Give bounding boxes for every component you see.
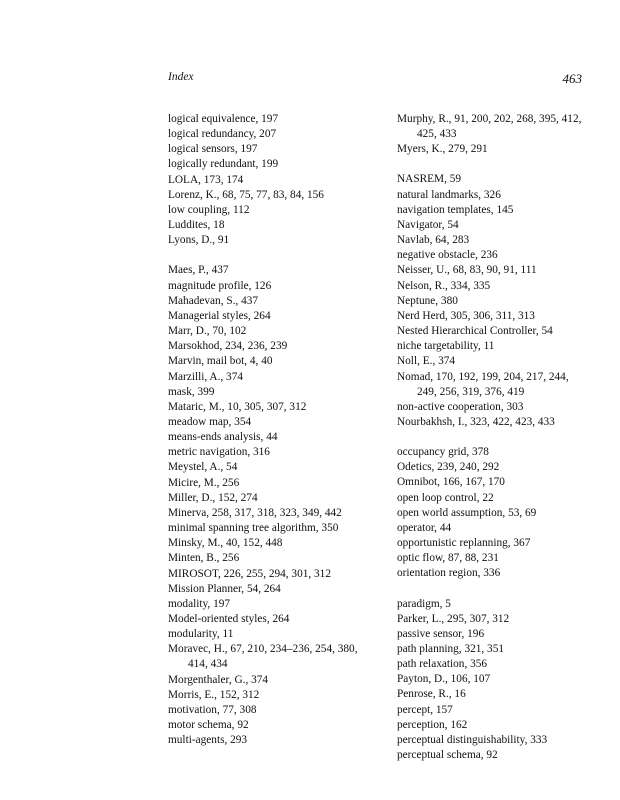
index-entry-continuation: 249, 256, 319, 376, 419 [417,385,525,398]
index-entry [168,612,380,627]
index-entry-text: open world assumption, 53, 69 [397,506,537,519]
index-entry [397,354,583,369]
index-column-left [168,112,380,748]
index-entry-text: Neptune, 380 [397,294,458,307]
index-entry [168,294,380,309]
index-entry-text: logically redundant, 199 [168,158,279,171]
index-entry [168,233,380,248]
running-head [168,71,582,87]
index-entry-text: perception, 162 [397,718,468,731]
index-entry-text: metric navigation, 316 [168,446,270,459]
index-entry [168,551,380,566]
index-entry-text: LOLA, 173, 174 [168,173,244,186]
index-entry [168,703,380,718]
index-entry-text: operator, 44 [397,521,452,534]
index-entry [397,263,583,278]
index-entry-text: Morris, E., 152, 312 [168,688,260,701]
index-entry-text: Navlab, 64, 283 [397,234,470,247]
letter-group-gap [397,582,583,597]
index-entry [397,248,583,263]
index-entry [397,642,583,657]
index-entry-text: Miller, D., 152, 274 [168,491,258,504]
index-entry [168,688,380,703]
index-entry [397,536,583,551]
index-column-right [397,112,583,763]
index-entry [168,430,380,445]
index-entry-text: low coupling, 112 [168,203,250,216]
index-entry [397,748,583,763]
index-entry [168,263,380,278]
index-entry [168,476,380,491]
index-entry [397,294,583,309]
index-entry-text: Nested Hierarchical Controller, 54 [397,325,553,338]
index-entry [168,642,380,672]
index-entry-continuation: 425, 433 [417,128,457,141]
index-entry [397,733,583,748]
index-entry-text: percept, 157 [397,703,453,716]
index-entry-text: Neisser, U., 68, 83, 90, 91, 111 [397,264,537,277]
index-entry-text: Maes, P., 437 [168,264,229,277]
index-entry [168,597,380,612]
index-entry-text: modularity, 11 [168,628,234,641]
index-entry [397,445,583,460]
index-entry [397,687,583,702]
index-entry-text: Minsky, M., 40, 152, 448 [168,537,283,550]
index-entry-text: Marsokhod, 234, 236, 239 [168,340,288,353]
index-entry-text: Mission Planner, 54, 264 [168,582,281,595]
index-entry-text: Nerd Herd, 305, 306, 311, 313 [397,309,535,322]
index-entry-text: logical sensors, 197 [168,143,258,156]
index-entry [397,112,583,142]
index-entry-text: meadow map, 354 [168,415,252,428]
index-entry-text: Marvin, mail bot, 4, 40 [168,355,273,368]
index-entry [168,127,380,142]
index-entry-text: negative obstacle, 236 [397,249,498,262]
index-entry [397,506,583,521]
index-entry [168,370,380,385]
index-entry [397,188,583,203]
index-entry [168,718,380,733]
index-entry-text: Nomad, 170, 192, 199, 204, 217, 244, [397,370,569,383]
index-entry-text: Minten, B., 256 [168,552,240,565]
index-entry-text: Nourbakhsh, I., 323, 422, 423, 433 [397,415,555,428]
index-entry-text: natural landmarks, 326 [397,188,501,201]
index-entry-text: Model-oriented styles, 264 [168,613,290,625]
index-entry-text: Meystel, A., 54 [168,461,238,474]
index-entry-text: Lorenz, K., 68, 75, 77, 83, 84, 156 [168,188,324,201]
index-entry [168,415,380,430]
index-entry [168,173,380,188]
index-entry [168,385,380,400]
index-entry-text: Morgenthaler, G., 374 [168,673,269,686]
index-entry-text: Nelson, R., 334, 335 [397,279,491,292]
index-entry [397,491,583,506]
index-entry-text: perceptual distinguishability, 333 [397,733,548,746]
index-entry [397,475,583,490]
index-entry [397,370,583,400]
index-entry-text: Penrose, R., 16 [397,688,466,701]
index-entry-text: Odetics, 239, 240, 292 [397,461,500,474]
index-entry [397,597,583,612]
index-entry [397,566,583,581]
index-entry [168,400,380,415]
index-entry [397,657,583,672]
index-entry-text: Luddites, 18 [168,219,225,232]
index-entry [168,309,380,324]
index-entry-text: Navigator, 54 [397,218,459,231]
index-entry-text: means-ends analysis, 44 [168,431,278,444]
index-entry [397,218,583,233]
page-number: 463 [562,71,582,86]
index-entry-text: logical equivalence, 197 [168,113,279,125]
index-entry [168,567,380,582]
index-entry [168,112,380,127]
index-entry-text: opportunistic replanning, 367 [397,537,531,550]
index-entry [397,415,583,430]
index-entry-text: modality, 197 [168,597,231,610]
index-entry [397,279,583,294]
index-entry [397,233,583,248]
index-entry-text: optic flow, 87, 88, 231 [397,552,499,565]
index-entry-text: mask, 399 [168,385,215,398]
index-entry [397,142,583,157]
index-entry [168,188,380,203]
index-entry [397,551,583,566]
index-entry-text: motivation, 77, 308 [168,703,257,716]
index-entry-text: perceptual schema, 92 [397,749,498,762]
index-entry [397,612,583,627]
index-entry-text: path relaxation, 356 [397,658,488,671]
index-entry-text: Parker, L., 295, 307, 312 [397,612,510,625]
index-entry [397,460,583,475]
index-entry [397,521,583,536]
index-entry-text: navigation templates, 145 [397,203,514,216]
index-entry-text: path planning, 321, 351 [397,643,504,655]
index-entry [397,400,583,415]
index-entry [397,627,583,642]
index-entry [168,460,380,475]
letter-group-gap [397,430,583,445]
index-entry [168,203,380,218]
index-entry [168,142,380,157]
index-entry [397,339,583,354]
index-entry [168,536,380,551]
index-entry [168,673,380,688]
index-entry-text: orientation region, 336 [397,567,501,580]
index-entry-text: Omnibot, 166, 167, 170 [397,476,505,489]
index-entry-text: Micire, M., 256 [168,476,240,489]
index-entry [397,672,583,687]
index-entry-text: magnitude profile, 126 [168,279,272,292]
index-entry-text: Moravec, H., 67, 210, 234–236, 254, 380, [168,643,358,656]
index-entry-text: Myers, K., 279, 291 [397,143,488,156]
index-entry-text: motor schema, 92 [168,719,249,732]
index-entry [168,733,380,748]
index-entry [168,324,380,339]
index-entry [397,718,583,733]
index-entry [397,309,583,324]
letter-group-gap [168,248,380,263]
index-entry-text: minimal spanning tree algorithm, 350 [168,522,339,535]
index-entry [168,491,380,506]
index-entry [168,521,380,536]
index-entry-text: Marzilli, A., 374 [168,370,243,383]
index-entry-text: multi-agents, 293 [168,734,248,747]
index-entry-text: non-active cooperation, 303 [397,400,524,413]
index-entry [168,582,380,597]
index-entry-text: Noll, E., 374 [397,355,456,368]
index-entry-text: MIROSOT, 226, 255, 294, 301, 312 [168,567,331,580]
index-entry-text: Mataric, M., 10, 305, 307, 312 [168,400,307,413]
index-entry-text: paradigm, 5 [397,597,451,610]
index-entry [168,218,380,233]
index-entry-continuation: 414, 434 [188,658,228,671]
index-entry-text: open loop control, 22 [397,491,494,504]
running-head-title: Index [168,71,194,83]
index-entry [397,172,583,187]
index-entry-text: Minerva, 258, 317, 318, 323, 349, 442 [168,506,342,519]
index-entry [168,627,380,642]
index-entry-text: niche targetability, 11 [397,340,495,353]
index-entry [397,324,583,339]
index-entry-text: Payton, D., 106, 107 [397,673,491,686]
index-entry [397,203,583,218]
index-entry-text: Murphy, R., 91, 200, 202, 268, 395, 412, [397,113,582,125]
index-entry-text: occupancy grid, 378 [397,446,489,459]
index-entry-text: NASREM, 59 [397,173,462,186]
index-entry [397,703,583,718]
index-entry-text: logical redundancy, 207 [168,128,277,141]
index-entry-text: Mahadevan, S., 437 [168,294,259,307]
letter-group-gap [397,157,583,172]
index-entry [168,445,380,460]
index-entry [168,157,380,172]
index-entry-text: passive sensor, 196 [397,627,485,640]
index-entry-text: Lyons, D., 91 [168,234,230,247]
index-entry [168,339,380,354]
index-entry-text: Marr, D., 70, 102 [168,325,247,338]
index-entry [168,279,380,294]
index-entry-text: Managerial styles, 264 [168,309,271,322]
index-entry [168,354,380,369]
index-entry [168,506,380,521]
